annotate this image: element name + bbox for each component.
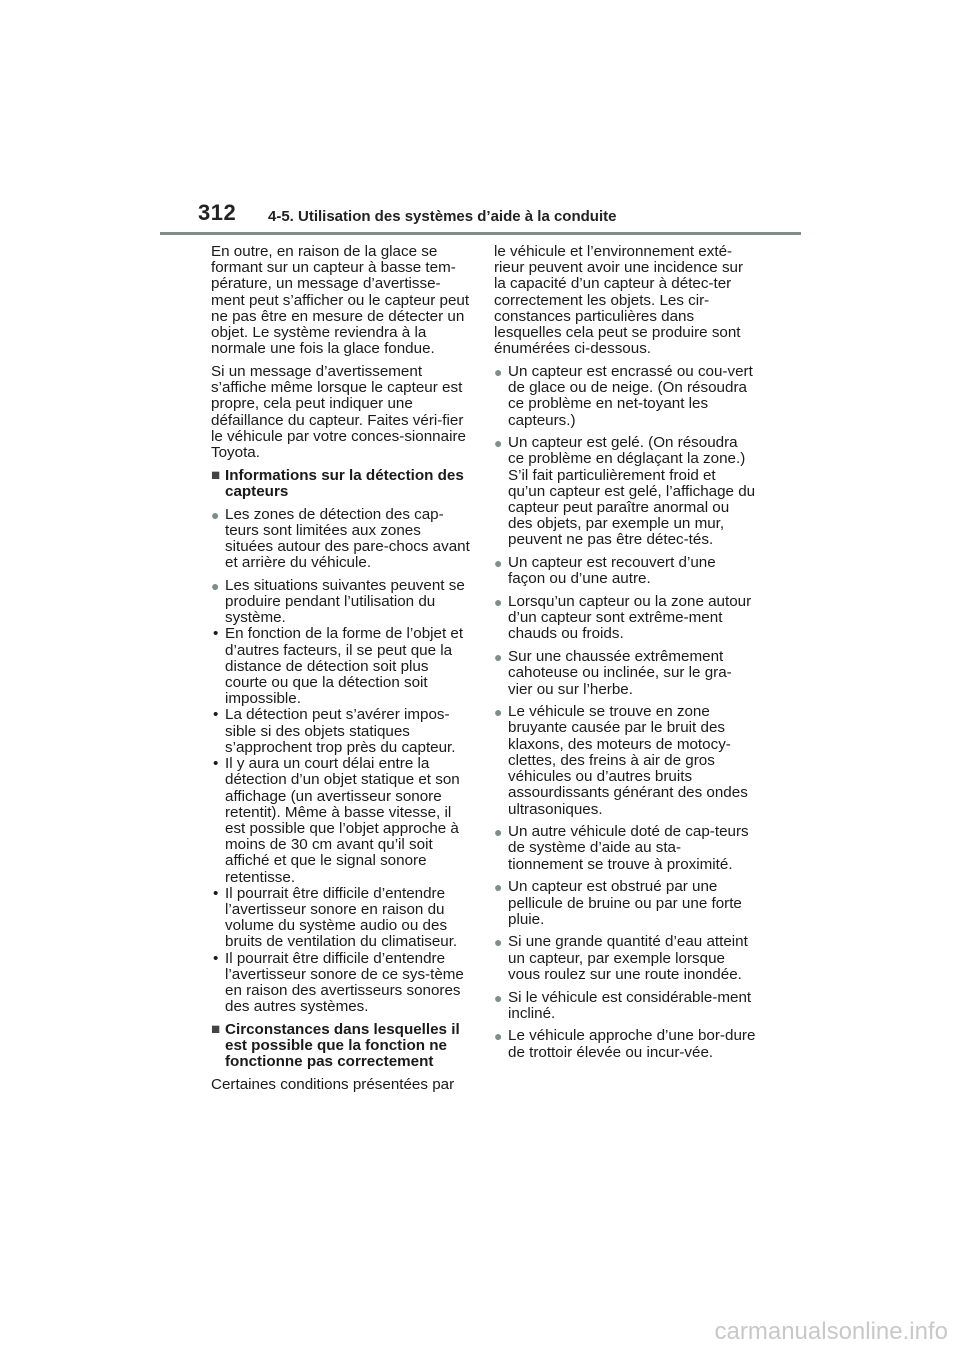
list-item [494,704,756,817]
list-item [494,364,756,429]
paragraph: En outre, en raison de la glace se formant sur un capteur à basse tem-pérature, un message d’avertisse-ment peut s’afficher ou le capteur peut ne pas être en mesure de détecter un objet. Le système reviendra à la normale une fois la glace fondue. [211,243,470,358]
list-item-text: Les situations suivantes peuvent se produire pendant l’utilisation du système. [225,576,465,627]
list-item-text: Le véhicule approche d’une bor-dure de trottoir élevée ou incur-vée. [508,1027,756,1061]
circle-bullet-icon: ● [494,879,503,896]
sub-list-item [211,626,473,707]
circle-bullet-icon: ● [494,363,503,380]
section-title: 4-5. Utilisation des systèmes d’aide à la conduite [268,208,617,225]
list-item [494,934,756,983]
sub-list-item-text: La détection peut s’avérer impos-sible si des objets statiques s’approchent trop près du capteur. [225,706,456,756]
list-item [494,824,756,873]
watermark: carmanualsonline.info [714,1318,948,1345]
paragraph: Si un message d’avertissement s’affiche même lorsque le capteur est propre, cela peut indiquer une défaillance du capteur. Faites véri-fier le véhicule par votre conces-sionnaire Toyota. [211,362,466,461]
paragraph: le véhicule et l’environnement exté-rieur peuvent avoir une incidence sur la capacité d’un capteur à détec-ter correctement les objets. Les cir-constances particulières dans lesquelles cela peut se produire sont énumérées ci-dessous. [494,243,744,358]
list-item-text: Un capteur est gelé. (On résoudra ce problème en déglaçant la zone.) S’il fait particulièrement froid et qu’un capteur est gelé, l’affichage du capteur peut paraître anormal ou des objets, par exemple un mur, peuvent ne pas être détec-tés. [508,434,756,549]
list-item [494,435,756,548]
circle-bullet-icon: ● [494,989,503,1006]
left-column [211,244,473,1100]
section-heading-text: Informations sur la détection des capteurs [225,466,464,500]
dot-bullet-icon: • [213,755,219,773]
list-item [494,649,756,698]
sub-list-item [211,951,473,1016]
list-item-text: Le véhicule se trouve en zone bruyante causée par le bruit des klaxons, des moteurs de motocy-clettes, des freins à air de gros véhicules ou d’autres bruits assourdissants générant des ondes ultrasoniques. [508,703,748,818]
circle-bullet-icon: ● [494,435,503,452]
list-item-text: Si une grande quantité d’eau atteint un capteur, par exemple lorsque vous roulez sur une route inondée. [508,933,748,983]
list-item [494,990,756,1022]
list-item [211,507,473,572]
list-item-text: Les zones de détection des cap-teurs sont limitées aux zones situées autour des pare-chocs avant et arrière du véhicule. [225,505,470,572]
right-column [494,244,756,1067]
sub-list-item-text: Il pourrait être difficile d’entendre l’avertisseur sonore de ce sys-tème en raison des avertisseurs sonores des autres systèmes. [225,949,464,1016]
circle-bullet-icon: ● [494,824,503,841]
list-item-text: Un capteur est recouvert d’une façon ou d’une autre. [508,554,716,588]
square-bullet-icon: ■ [211,1020,221,1038]
list-item-text: Un capteur est obstrué par une pellicule de bruine ou par une forte pluie. [508,878,742,928]
page-number: 312 [198,200,237,225]
circle-bullet-icon: ● [494,704,503,721]
list-item-text: Lorsqu’un capteur ou la zone autour d’un capteur sont extrême-ment chauds ou froids. [508,593,752,643]
list-item [211,578,473,627]
circle-bullet-icon: ● [494,649,503,666]
list-item [494,879,756,928]
dot-bullet-icon: • [213,949,219,967]
list-item-text: Un autre véhicule doté de cap-teurs de système d’aide au sta-tionnement se trouve à proximité. [508,823,749,873]
circle-bullet-icon: ● [494,1028,503,1045]
square-bullet-icon: ■ [211,466,221,484]
circle-bullet-icon: ● [494,934,503,951]
sub-list-item-text: En fonction de la forme de l’objet et d’autres facteurs, il se peut que la distance de détection soit plus courte ou que la détection soit impossible. [225,625,464,708]
dot-bullet-icon: • [213,884,219,902]
section-heading [211,468,473,500]
paragraph: Certaines conditions présentées par [211,1075,455,1093]
sub-list-item-text: Il y aura un court délai entre la détection d’un objet statique et son affichage (un avertisseur sonore retentit). Même à basse vitesse, il est possible que l’objet approche à moins de 30 cm avant qu’il soit affiché et que le signal sonore retentisse. [225,755,460,886]
circle-bullet-icon: ● [211,577,220,594]
sub-list-item [211,756,473,886]
list-item [494,555,756,587]
list-item-text: Si le véhicule est considérable-ment incliné. [508,988,752,1022]
list-item-text: Un capteur est encrassé ou cou-vert de glace ou de neige. (On résoudra ce problème en net-toyant les capteurs.) [508,362,753,429]
bullet-list [494,364,756,1061]
sub-list-item [211,886,473,951]
section-heading-text: Circonstances dans lesquelles il est possible que la fonction ne fonctionne pas correctement [225,1020,460,1071]
list-item [494,594,756,643]
section-heading [211,1022,473,1071]
circle-bullet-icon: ● [494,594,503,611]
sub-list-item-text: Il pourrait être difficile d’entendre l’avertisseur sonore en raison du volume du système audio ou des bruits de ventilation du climatiseur. [225,884,458,951]
dot-bullet-icon: • [213,625,219,643]
list-item [494,1028,756,1060]
circle-bullet-icon: ● [494,555,503,572]
circle-bullet-icon: ● [211,506,220,523]
dot-bullet-icon: • [213,706,219,724]
sub-list [211,626,473,1015]
list-item-text: Sur une chaussée extrêmement cahoteuse ou inclinée, sur le gra-vier ou sur l’herbe. [508,648,732,698]
sub-list-item [211,707,473,756]
header-rule [160,232,801,235]
